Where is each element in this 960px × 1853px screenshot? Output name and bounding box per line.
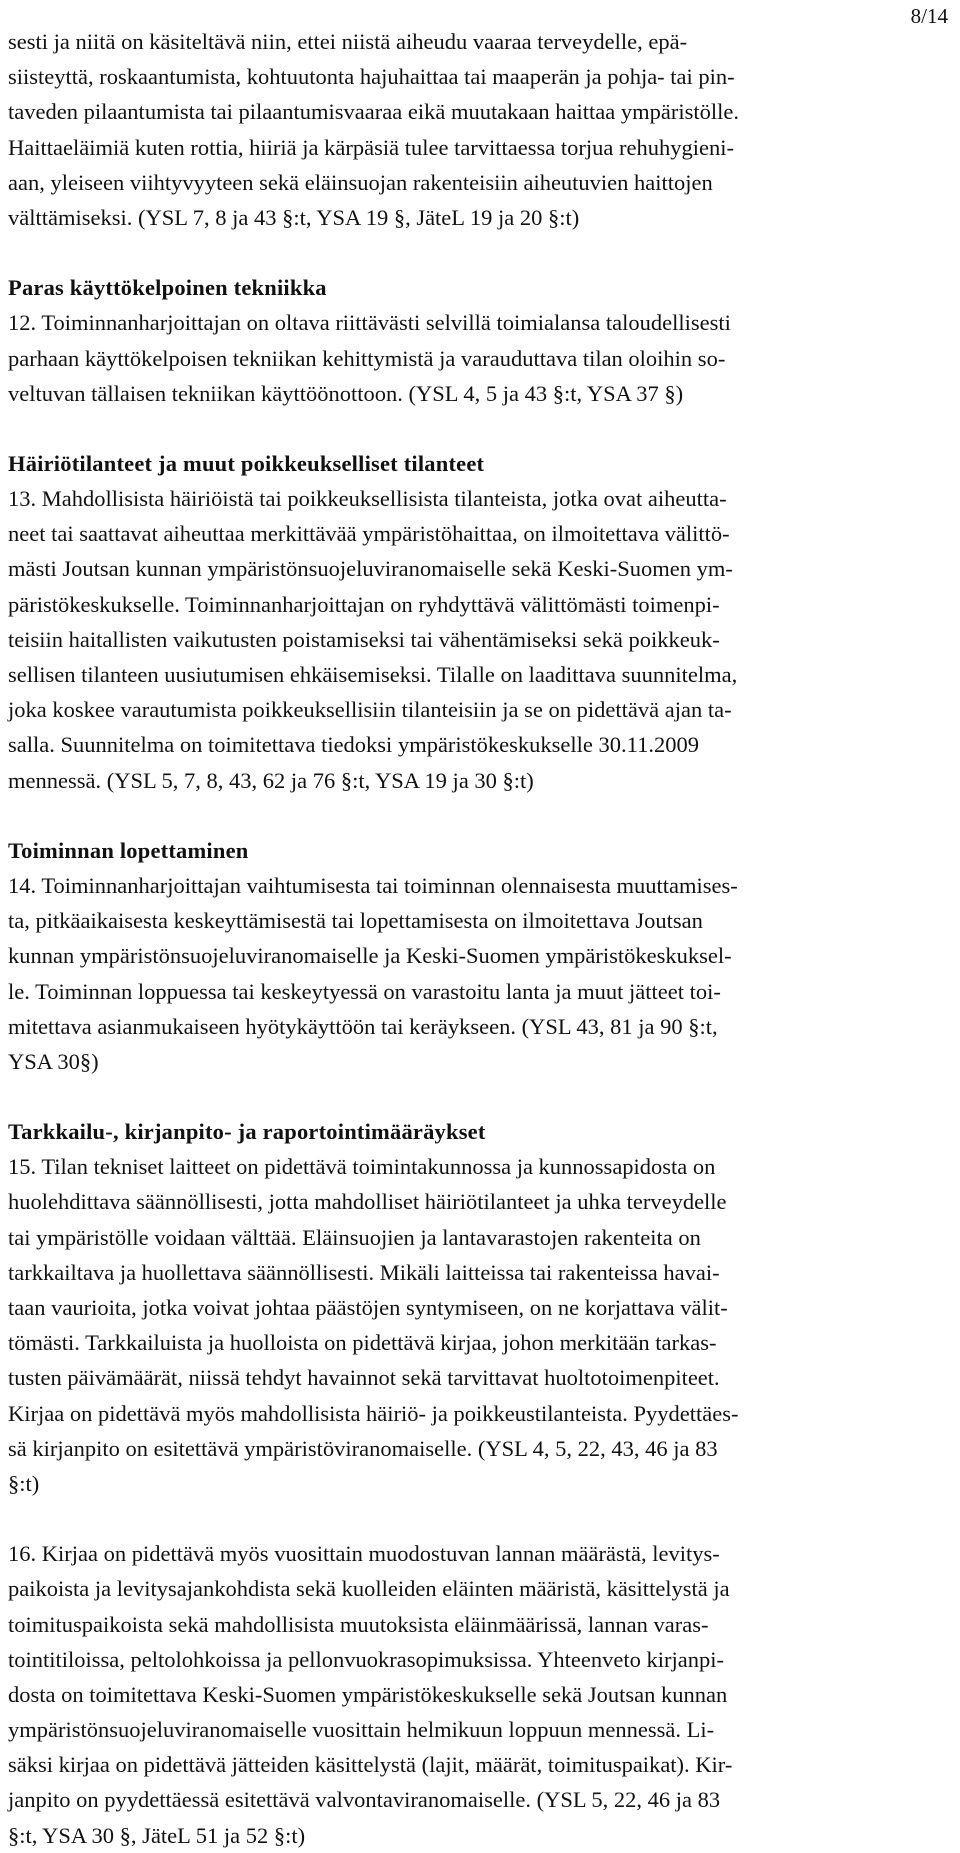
text-line: Kirjaa on pidettävä myös mahdollisista häiriö- ja poikkeustilanteista. Pyydettäes-: [8, 1400, 739, 1426]
document-section: [8, 833, 950, 1079]
document-section: [8, 24, 950, 235]
text-line: ta, pitkäaikaisesta keskeyttämisestä tai lopettamisesta on ilmoitettava Joutsan: [8, 908, 703, 934]
text-line: parhaan käyttökelpoisen tekniikan kehittymistä ja varauduttava tilan oloihin so-: [8, 345, 726, 371]
text-line: mästi Joutsan kunnan ympäristönsuojeluviranomaiselle sekä Keski-Suomen ym-: [8, 556, 733, 582]
document-section: [8, 270, 950, 411]
text-line: toimituspaikoista sekä mahdollisista muutoksista eläinmäärissä, lannan varas-: [8, 1611, 709, 1637]
text-line: siisteyttä, roskaantumista, kohtuutonta hajuhaittaa tai maaperän ja pohja- tai pin-: [8, 64, 735, 90]
paragraph: [8, 1536, 950, 1853]
text-line: mitettava asianmukaiseen hyötykäyttöön tai keräykseen. (YSL 43, 81 ja 90 §:t,: [8, 1013, 718, 1039]
text-line: aan, yleiseen viihtyvyyteen sekä eläinsuojan rakenteisiin aiheutuvien haittojen: [8, 169, 713, 195]
text-line: dosta on toimitettava Keski-Suomen ympäristökeskukselle sekä Joutsan kunnan: [8, 1681, 728, 1707]
text-line: 16. Kirjaa on pidettävä myös vuosittain muodostuvan lannan määrästä, levitys-: [8, 1541, 720, 1567]
section-heading: Paras käyttökelpoinen tekniikka: [8, 275, 327, 301]
paragraph: [8, 1149, 950, 1501]
text-line: päristökeskukselle. Toiminnanharjoittajan on ryhdyttävä välittömästi toimenpi-: [8, 591, 720, 617]
text-line: salla. Suunnitelma on toimitettava tiedoksi ympäristökeskukselle 30.11.2009: [8, 732, 699, 758]
text-line: veltuvan tällaisen tekniikan käyttöönottoon. (YSL 4, 5 ja 43 §:t, YSA 37 §): [8, 380, 684, 406]
text-line: joka koskee varautumista poikkeuksellisiin tilanteisiin ja se on pidettävä ajan ta-: [8, 697, 732, 723]
text-line: Haittaeläimiä kuten rottia, hiiriä ja kärpäsiä tulee tarvittaessa torjua rehuhygieni-: [8, 134, 734, 160]
text-line: tarkkailtava ja huollettava säännöllisesti. Mikäli laitteissa tai rakenteissa havai-: [8, 1259, 720, 1285]
document-body: [8, 24, 950, 1853]
text-line: 14. Toiminnanharjoittajan vaihtumisesta tai toiminnan olennaisesta muuttamises-: [8, 872, 738, 898]
paragraph: [8, 481, 950, 798]
text-line: tömästi. Tarkkailuista ja huolloista on pidettävä kirjaa, johon merkitään tarkas-: [8, 1330, 717, 1356]
paragraph: [8, 868, 950, 1079]
text-line: välttämiseksi. (YSL 7, 8 ja 43 §:t, YSA 19 §, JäteL 19 ja 20 §:t): [8, 204, 580, 230]
text-line: paikoista ja levitysajankohdista sekä kuolleiden eläinten määristä, käsittelystä ja: [8, 1576, 730, 1602]
document-section: [8, 446, 950, 798]
text-line: mennessä. (YSL 5, 7, 8, 43, 62 ja 76 §:t, YSA 19 ja 30 §:t): [8, 767, 534, 793]
text-line: tointitiloissa, peltolohkoissa ja pellonvuokrasopimuksissa. Yhteenveto kirjanpi-: [8, 1646, 724, 1672]
text-line: teisiin haitallisten vaikutusten poistamiseksi tai vähentämiseksi sekä poikkeuk-: [8, 626, 720, 652]
text-line: taveden pilaantumista tai pilaantumisvaaraa eikä muutakaan haittaa ympäristölle.: [8, 99, 739, 125]
text-line: neet tai saattavat aiheuttaa merkittävää ympäristöhaittaa, on ilmoitettava välittö-: [8, 521, 730, 547]
text-line: §:t, YSA 30 §, JäteL 51 ja 52 §:t): [8, 1822, 306, 1848]
text-line: taan vaurioita, jotka voivat johtaa päästöjen syntymiseen, on ne korjattava välit-: [8, 1295, 728, 1320]
text-line: tusten päivämäärät, niissä tehdyt havainnot sekä tarvittavat huoltotoimenpiteet.: [8, 1365, 720, 1391]
text-line: 15. Tilan tekniset laitteet on pidettävä toimintakunnossa ja kunnossapidosta on: [8, 1154, 716, 1180]
section-heading: Häiriötilanteet ja muut poikkeukselliset tilanteet: [8, 450, 485, 476]
text-line: säksi kirjaa on pidettävä jätteiden käsittelystä (lajit, määrät, toimituspaikat). Kir-: [8, 1752, 733, 1778]
text-line: 12. Toiminnanharjoittajan on oltava riittävästi selvillä toimialansa taloudellisesti: [8, 310, 731, 336]
text-line: tai ympäristölle voidaan välttää. Eläinsuojien ja lantavarastojen rakenteita on: [8, 1224, 701, 1250]
text-line: sä kirjanpito on esitettävä ympäristöviranomaiselle. (YSL 4, 5, 22, 43, 46 ja 83: [8, 1435, 718, 1461]
paragraph-spacer: [8, 1501, 950, 1536]
text-line: 13. Mahdollisista häiriöistä tai poikkeuksellisista tilanteista, jotka ovat aiheutta-: [8, 486, 727, 512]
text-line: janpito on pyydettäessä esitettävä valvontaviranomaiselle. (YSL 5, 22, 46 ja 83: [8, 1787, 721, 1813]
text-line: kunnan ympäristönsuojeluviranomaiselle ja Keski-Suomen ympäristökeskuksel-: [8, 943, 732, 969]
text-line: sesti ja niitä on käsiteltävä niin, ettei niistä aiheudu vaaraa terveydelle, epä-: [8, 29, 688, 54]
text-line: le. Toiminnan loppuessa tai keskeytyessä on varastoitu lanta ja muut jätteet toi-: [8, 978, 721, 1004]
text-line: sellisen tilanteen uusiutumisen ehkäisemiseksi. Tilalle on laadittava suunnitelma,: [8, 662, 738, 687]
section-heading: Tarkkailu-, kirjanpito- ja raportointimääräykset: [8, 1119, 486, 1145]
page-number: 8/14: [910, 4, 948, 28]
document-section: [8, 1114, 950, 1853]
paragraph: [8, 24, 950, 235]
section-heading: Toiminnan lopettaminen: [8, 837, 249, 863]
text-line: ympäristönsuojeluviranomaiselle vuosittain helmikuun loppuun mennessä. Li-: [8, 1717, 715, 1743]
paragraph: [8, 305, 950, 411]
text-line: YSA 30§): [8, 1048, 99, 1074]
text-line: §:t): [8, 1470, 40, 1496]
text-line: huolehdittava säännöllisesti, jotta mahdolliset häiriötilanteet ja uhka terveydelle: [8, 1189, 727, 1215]
